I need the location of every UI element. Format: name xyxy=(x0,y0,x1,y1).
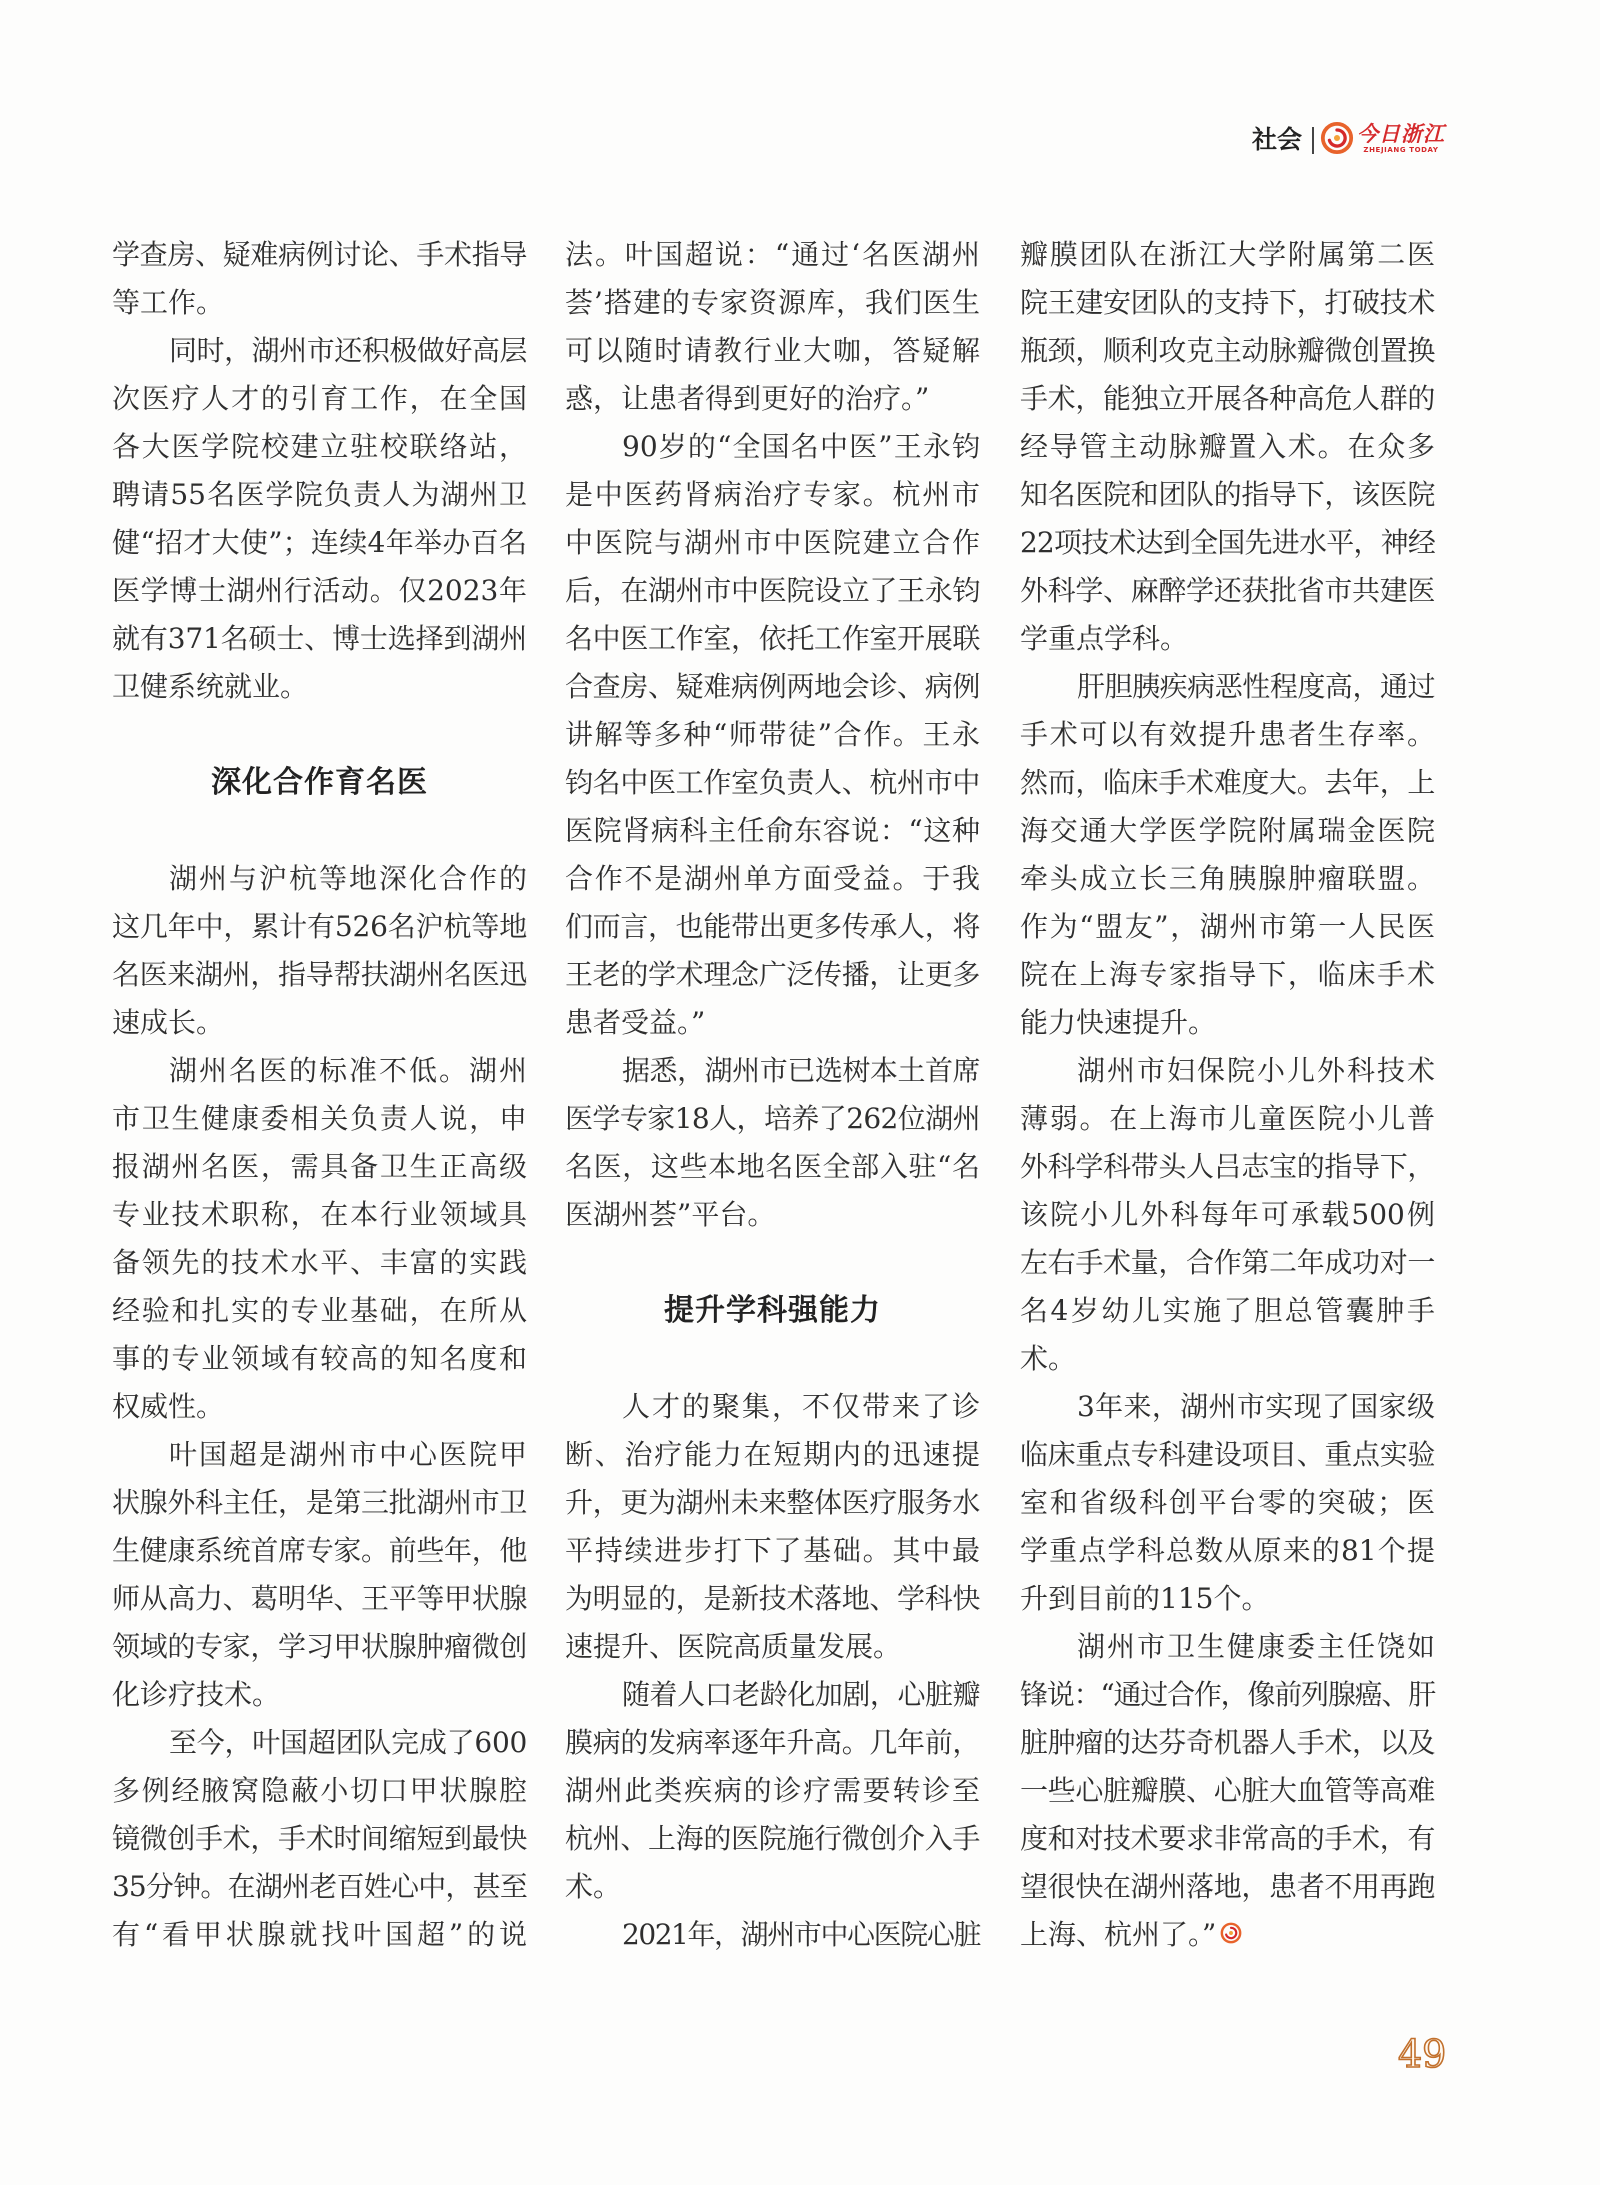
text-line xyxy=(565,1719,980,1767)
text-line xyxy=(112,1671,527,1719)
text-line-content: 2021年，湖州市中心医院心脏 xyxy=(622,1918,980,1951)
text-line xyxy=(565,1047,980,1095)
text-line-content: 据悉，湖州市已选树本土首席 xyxy=(622,1054,980,1087)
text-line-content: 90岁的“全国名中医”王永钧 xyxy=(622,430,980,463)
page-number: 49 xyxy=(1398,2032,1447,2076)
text-line xyxy=(565,711,980,759)
text-line-content: 薄弱。在上海市儿童医院小儿普 xyxy=(1020,1102,1435,1135)
text-line xyxy=(1020,663,1435,711)
text-line xyxy=(565,1671,980,1719)
text-line xyxy=(1020,1431,1435,1479)
text-line xyxy=(112,903,527,951)
text-line-content: 临床重点专科建设项目、重点实验 xyxy=(1020,1438,1435,1471)
text-line-content: 院在上海专家指导下，临床手术 xyxy=(1020,958,1435,991)
paragraph xyxy=(565,1047,980,1239)
text-line-content: 钧名中医工作室负责人、杭州市中 xyxy=(565,766,980,799)
text-line-content: 有“看甲状腺就找叶国超”的说 xyxy=(112,1918,527,1951)
text-line-content: 升，更为湖州未来整体医疗服务水 xyxy=(565,1486,980,1519)
text-line-content: 市卫生健康委相关负责人说，申 xyxy=(112,1102,527,1135)
text-line-content: 湖州市妇保院小儿外科技术 xyxy=(1077,1054,1435,1087)
text-line-content: 室和省级科创平台零的突破；医 xyxy=(1020,1486,1435,1519)
text-line xyxy=(565,615,980,663)
text-line xyxy=(1020,999,1435,1047)
text-line-content: 师从高力、葛明华、王平等甲状腺 xyxy=(112,1582,527,1615)
text-line xyxy=(565,567,980,615)
text-line xyxy=(112,663,527,711)
text-line xyxy=(1020,903,1435,951)
text-line xyxy=(1020,615,1435,663)
text-line xyxy=(1020,1671,1435,1719)
text-line-content: 权威性。 xyxy=(112,1390,225,1423)
text-line-content: 领域的专家，学习甲状腺肿瘤微创 xyxy=(112,1630,527,1663)
text-line xyxy=(112,855,527,903)
text-line xyxy=(112,1719,527,1767)
text-line-content: 专业技术职称，在本行业领域具 xyxy=(112,1198,527,1231)
text-line xyxy=(1020,1575,1435,1623)
text-line xyxy=(112,1767,527,1815)
text-line xyxy=(565,855,980,903)
text-line xyxy=(565,1863,980,1911)
text-line xyxy=(112,519,527,567)
paragraph xyxy=(1020,1047,1435,1383)
text-line-content: 锋说：“通过合作，像前列腺癌、肝 xyxy=(1020,1678,1435,1711)
text-line-content: 后，在湖州市中医院设立了王永钧 xyxy=(565,574,980,607)
text-line-content: 作为“盟友”，湖州市第一人民医 xyxy=(1020,910,1435,943)
text-line-content: 为明显的，是新技术落地、学科快 xyxy=(565,1582,980,1615)
text-line xyxy=(565,1095,980,1143)
text-line xyxy=(1020,1095,1435,1143)
text-line xyxy=(1020,807,1435,855)
text-line xyxy=(112,1287,527,1335)
text-line xyxy=(112,1911,527,1959)
paragraph xyxy=(565,231,980,423)
text-line-content: 度和对技术要求非常高的手术，有 xyxy=(1020,1822,1435,1855)
text-line-content: 手术可以有效提升患者生存率。 xyxy=(1020,718,1435,751)
text-line xyxy=(565,423,980,471)
text-line-content: 外科学科带头人吕志宝的指导下， xyxy=(1020,1150,1435,1183)
text-line xyxy=(112,951,527,999)
text-line-content: 同时，湖州市还积极做好高层 xyxy=(169,334,527,367)
article-column-2 xyxy=(565,231,980,1959)
text-line-content: 牵头成立长三角胰腺肿瘤联盟。 xyxy=(1020,862,1435,895)
text-line-content: 医院肾病科主任俞东容说：“这种 xyxy=(565,814,980,847)
paragraph xyxy=(112,1047,527,1431)
paragraph xyxy=(565,1383,980,1671)
text-line-content: 医学专家18人，培养了262位湖州 xyxy=(565,1102,980,1135)
text-line xyxy=(1020,1479,1435,1527)
text-line-content: 肝胆胰疾病恶性程度高，通过 xyxy=(1077,670,1435,703)
text-line-content: 叶国超是湖州市中心医院甲 xyxy=(169,1438,527,1471)
text-line xyxy=(1020,519,1435,567)
text-line-content: 膜病的发病率逐年升高。几年前， xyxy=(565,1726,980,1759)
text-line-content: 们而言，也能带出更多传承人，将 xyxy=(565,910,980,943)
text-line xyxy=(1020,1719,1435,1767)
text-line xyxy=(1020,279,1435,327)
paragraph xyxy=(112,327,527,711)
text-line-content: 人才的聚集，不仅带来了诊 xyxy=(622,1390,980,1423)
paragraph xyxy=(112,231,527,327)
text-line xyxy=(112,567,527,615)
text-line-content: 合查房、疑难病例两地会诊、病例 xyxy=(565,670,980,703)
text-line-content: 一些心脏瓣膜、心脏大血管等高难 xyxy=(1020,1774,1435,1807)
text-line-content: 医学博士湖州行活动。仅2023年 xyxy=(112,574,527,607)
text-line-content: 可以随时请教行业大咖，答疑解 xyxy=(565,334,980,367)
text-line-content: 经验和扎实的专业基础，在所从 xyxy=(112,1294,527,1327)
text-line-content: 随着人口老龄化加剧，心脏瓣 xyxy=(622,1678,980,1711)
logo-swirl-icon xyxy=(1320,121,1354,155)
text-line-content: 术。 xyxy=(1020,1342,1077,1375)
text-line xyxy=(565,1431,980,1479)
text-line xyxy=(565,1815,980,1863)
paragraph xyxy=(1020,663,1435,1047)
text-line-content: 是中医药肾病治疗专家。杭州市 xyxy=(565,478,980,511)
text-line-content: 就有371名硕士、博士选择到湖州 xyxy=(112,622,527,655)
text-line-content: 名医，这些本地名医全部入驻“名 xyxy=(565,1150,980,1183)
text-line-content: 湖州此类疾病的诊疗需要转诊至 xyxy=(565,1774,980,1807)
text-line-content: 术。 xyxy=(565,1870,622,1903)
logo-title: 今日浙江 xyxy=(1357,121,1445,146)
text-line xyxy=(112,1527,527,1575)
text-line-content: 聘请55名医学院负责人为湖州卫 xyxy=(112,478,527,511)
text-line xyxy=(1020,1527,1435,1575)
text-line-content: 名4岁幼儿实施了胆总管囊肿手 xyxy=(1020,1294,1435,1327)
text-line-content: 讲解等多种“师带徒”合作。王永 xyxy=(565,718,980,751)
text-line xyxy=(112,375,527,423)
logo-subtitle: ZHEJIANG TODAY xyxy=(1363,145,1439,154)
text-line xyxy=(112,279,527,327)
text-line-content: 学重点学科总数从原来的81个提 xyxy=(1020,1534,1435,1567)
text-line-content: 院王建安团队的支持下，打破技术 xyxy=(1020,286,1435,319)
text-line xyxy=(565,1623,980,1671)
text-line xyxy=(112,471,527,519)
text-line xyxy=(112,1239,527,1287)
article-column-3 xyxy=(1020,231,1435,1959)
text-line-content: 瓣膜团队在浙江大学附属第二医 xyxy=(1020,238,1435,271)
text-line-content: 状腺外科主任，是第三批湖州市卫 xyxy=(112,1486,527,1519)
text-line-content: 升到目前的115个。 xyxy=(1020,1582,1270,1615)
paragraph xyxy=(112,1431,527,1719)
text-line xyxy=(1020,567,1435,615)
text-line-content: 学重点学科。 xyxy=(1020,622,1189,655)
section-label: 社会 xyxy=(1252,125,1303,154)
text-line-content: 海交通大学医学院附属瑞金医院 xyxy=(1020,814,1435,847)
text-line-content: 湖州市卫生健康委主任饶如 xyxy=(1077,1630,1435,1663)
text-line xyxy=(565,1767,980,1815)
text-line xyxy=(565,903,980,951)
text-line-content: 上海、杭州了。” xyxy=(1020,1918,1217,1951)
text-line-content: 生健康系统首席专家。前些年，他 xyxy=(112,1534,527,1567)
text-line xyxy=(112,1623,527,1671)
text-line-content: 等工作。 xyxy=(112,286,225,319)
text-line xyxy=(112,1191,527,1239)
text-line xyxy=(112,1479,527,1527)
text-line-content: 患者受益。” xyxy=(565,1006,706,1039)
text-line xyxy=(112,1095,527,1143)
text-line xyxy=(1020,1383,1435,1431)
text-line xyxy=(112,327,527,375)
text-line xyxy=(112,1815,527,1863)
logo-swirl-icon xyxy=(1220,1911,1242,1959)
paragraph xyxy=(1020,231,1435,663)
text-line xyxy=(565,279,980,327)
text-line-content: 名医来湖州，指导帮扶湖州名医迅 xyxy=(112,958,527,991)
header-divider xyxy=(1312,127,1314,154)
paragraph xyxy=(1020,1383,1435,1623)
text-line-content: 能力快速提升。 xyxy=(1020,1006,1217,1039)
text-line-content: 速成长。 xyxy=(112,1006,225,1039)
text-line xyxy=(565,375,980,423)
text-line xyxy=(112,1431,527,1479)
text-line-content: 中医院与湖州市中医院建立合作 xyxy=(565,526,980,559)
text-line-content: 湖州名医的标准不低。湖州 xyxy=(169,1054,527,1087)
text-line xyxy=(565,231,980,279)
text-line-content: 卫健系统就业。 xyxy=(112,670,309,703)
text-line xyxy=(565,1143,980,1191)
text-line-content: 速提升、医院高质量发展。 xyxy=(565,1630,902,1663)
text-line xyxy=(565,327,980,375)
text-line-content: 35分钟。在湖州老百姓心中，甚至 xyxy=(112,1870,527,1903)
text-line xyxy=(565,1527,980,1575)
text-line-content: 22项技术达到全国先进水平，神经 xyxy=(1020,526,1435,559)
text-line xyxy=(1020,1815,1435,1863)
text-line xyxy=(1020,423,1435,471)
text-line-content: 杭州、上海的医院施行微创介入手 xyxy=(565,1822,980,1855)
text-line-content: 荟’搭建的专家资源库，我们医生 xyxy=(565,286,980,319)
text-line-content: 3年来，湖州市实现了国家级 xyxy=(1077,1390,1435,1423)
section-heading: 深化合作育名医 xyxy=(211,765,428,800)
text-line-content: 名中医工作室，依托工作室开展联 xyxy=(565,622,980,655)
text-line-content: 多例经腋窝隐蔽小切口甲状腺腔 xyxy=(112,1774,527,1807)
text-line xyxy=(1020,855,1435,903)
text-line-content: 左右手术量，合作第二年成功对一 xyxy=(1020,1246,1435,1279)
text-line-content: 王老的学术理念广泛传播，让更多 xyxy=(565,958,980,991)
text-line xyxy=(112,1863,527,1911)
text-line-content: 各大医学院校建立驻校联络站， xyxy=(112,430,527,463)
text-line xyxy=(1020,1191,1435,1239)
text-line-content: 健“招才大使”；连续4年举办百名 xyxy=(112,526,527,559)
text-line xyxy=(1020,1239,1435,1287)
text-line-content: 望很快在湖州落地，患者不用再跑 xyxy=(1020,1870,1435,1903)
paragraph xyxy=(565,423,980,1047)
text-line-content: 瓶颈，顺利攻克主动脉瓣微创置换 xyxy=(1020,334,1435,367)
paragraph xyxy=(112,1719,527,1959)
text-line xyxy=(1020,1623,1435,1671)
text-line xyxy=(1020,1911,1435,1959)
text-line-content: 知名医院和团队的指导下，该医院 xyxy=(1020,478,1435,511)
text-line xyxy=(112,1335,527,1383)
text-line xyxy=(565,999,980,1047)
text-line-content: 脏肿瘤的达芬奇机器人手术，以及 xyxy=(1020,1726,1435,1759)
text-line xyxy=(1020,471,1435,519)
text-line-content: 至今，叶国超团队完成了600 xyxy=(169,1726,527,1759)
text-line-content: 平持续进步打下了基础。其中最 xyxy=(565,1534,980,1567)
text-line xyxy=(1020,1047,1435,1095)
text-line xyxy=(565,519,980,567)
text-line-content: 化诊疗技术。 xyxy=(112,1678,281,1711)
text-line xyxy=(112,1047,527,1095)
text-line xyxy=(112,615,527,663)
text-line xyxy=(1020,327,1435,375)
text-line-content: 法。叶国超说：“通过‘名医湖州 xyxy=(565,238,980,271)
text-line-content: 次医疗人才的引育工作，在全国 xyxy=(112,382,527,415)
text-line xyxy=(565,1575,980,1623)
text-line-content: 医湖州荟”平台。 xyxy=(565,1198,776,1231)
section-heading: 提升学科强能力 xyxy=(664,1293,881,1328)
text-line xyxy=(1020,1335,1435,1383)
text-line-content: 然而，临床手术难度大。去年，上 xyxy=(1020,766,1435,799)
text-line-content: 报湖州名医，需具备卫生正高级 xyxy=(112,1150,527,1183)
text-line-content: 断、治疗能力在短期内的迅速提 xyxy=(565,1438,980,1471)
text-line xyxy=(565,1383,980,1431)
text-line-content: 学查房、疑难病例讨论、手术指导 xyxy=(112,238,527,271)
text-line xyxy=(1020,375,1435,423)
text-line xyxy=(1020,711,1435,759)
text-line xyxy=(565,807,980,855)
text-line xyxy=(565,471,980,519)
text-line xyxy=(1020,951,1435,999)
text-line-content: 合作不是湖州单方面受益。于我 xyxy=(565,862,980,895)
text-line-content: 湖州与沪杭等地深化合作的 xyxy=(169,862,527,895)
text-line xyxy=(112,423,527,471)
text-line xyxy=(112,231,527,279)
text-line xyxy=(1020,1863,1435,1911)
text-line-content: 手术，能独立开展各种高危人群的 xyxy=(1020,382,1435,415)
text-line xyxy=(112,1575,527,1623)
paragraph xyxy=(565,1671,980,1911)
text-line xyxy=(1020,759,1435,807)
text-line xyxy=(1020,1143,1435,1191)
text-line xyxy=(565,1191,980,1239)
text-line-content: 镜微创手术，手术时间缩短到最快 xyxy=(112,1822,527,1855)
text-line xyxy=(565,951,980,999)
text-line-content: 事的专业领域有较高的知名度和 xyxy=(112,1342,527,1375)
text-line-content: 备领先的技术水平、丰富的实践 xyxy=(112,1246,527,1279)
text-line xyxy=(565,1911,980,1959)
text-line-content: 惑，让患者得到更好的治疗。” xyxy=(565,382,930,415)
magazine-logo xyxy=(1320,121,1445,155)
text-line xyxy=(565,663,980,711)
paragraph xyxy=(112,855,527,1047)
text-line-content: 经导管主动脉瓣置入术。在众多 xyxy=(1020,430,1435,463)
text-line xyxy=(565,759,980,807)
text-line xyxy=(112,999,527,1047)
paragraph xyxy=(565,1911,980,1959)
text-line xyxy=(112,1383,527,1431)
text-line xyxy=(1020,1287,1435,1335)
text-line xyxy=(565,1479,980,1527)
text-line xyxy=(112,1143,527,1191)
text-line-content: 该院小儿外科每年可承载500例 xyxy=(1020,1198,1435,1231)
paragraph xyxy=(1020,1623,1435,1959)
text-line-content: 这几年中，累计有526名沪杭等地 xyxy=(112,910,527,943)
article-column-1 xyxy=(112,231,527,1959)
text-line xyxy=(1020,1767,1435,1815)
text-line xyxy=(1020,231,1435,279)
text-line-content: 外科学、麻醉学还获批省市共建医 xyxy=(1020,574,1435,607)
